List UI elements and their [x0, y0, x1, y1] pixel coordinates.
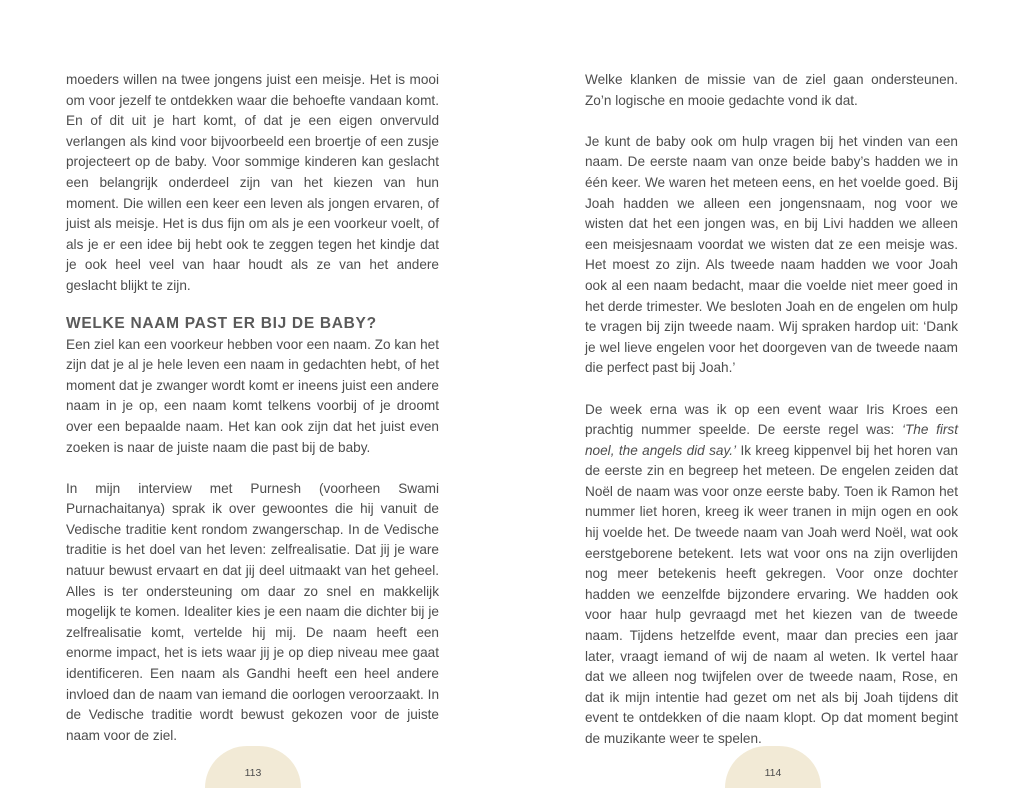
left-paragraph-3: In mijn interview met Purnesh (voorheen Swami Purnachaitanya) sprak ik over gewoontes die hij vanuit de Vedische traditie kent rondom zwangerschap. In de Vedische traditie is het doel van het leven: zelfrealisatie. Dat jij je ware natuur bewust ervaart en dat jij deel uitmaakt van het geheel. Alles is ter ondersteuning om daar zo snel en makkelijk mogelijk te komen. Idealiter kies je een naam die dichter bij je zelfrealisatie komt, vertelde hij mij. De naam heeft een enorme impact, het is iets waar jij je op diep niveau mee gaat identificeren. Een naam als Gandhi heeft een heel andere invloed dan de naam van iemand die oorlogen veroorzaakt. In de Vedische traditie wordt bewust gekozen voor de juiste naam voor de ziel. — [66, 480, 439, 743]
right-paragraph-3 — [585, 400, 958, 750]
right-paragraph-2: Je kunt de baby ook om hulp vragen bij het vinden van een naam. De eerste naam van onze beide baby’s hadden we in één keer. We waren het meteen eens, en het voelde goed. Bij Joah hadden we alleen een jongensnaam, nog voor we wisten dat het een jongen was, en bij Livi hadden we alleen een meisjesnaam voordat we wisten dat ze een meisje was. Het moest zo zijn. Als tweede naam hadden we voor Joah ook al een naam bedacht, maar die voelde niet meer goed in het derde trimester. We besloten Joah en de engelen om hulp te vragen bij zijn tweede naam. Wij spraken hardop uit: ‘Dank je wel lieve engelen voor het doorgeven van de tweede naam die perfect past bij Joah.’ — [585, 133, 958, 376]
page-number-right: 114 — [764, 767, 782, 779]
right-paragraph-3-intro: De week erna was ik op een event waar Iris Kroes een prachtig nummer speelde. De eerste regel was: — [585, 401, 958, 438]
paragraph-gap — [585, 379, 958, 400]
section-heading: WELKE NAAM PAST ER BIJ DE BABY? — [66, 314, 377, 332]
page-number-tab-113 — [205, 746, 301, 788]
right-paragraph-1: Welke klanken de missie van de ziel gaan ondersteunen. Zo’n logische en mooie gedachte vond ik dat. — [585, 72, 958, 108]
right-text-column — [585, 70, 958, 750]
left-paragraph-1: moeders willen na twee jongens juist een meisje. Het is mooi om voor jezelf te ontdekken waar die behoefte vandaan komt. En of dit uit je hart komt, of dat je een eigen onvervuld verlangen als kind voor bijvoorbeeld een broertje of een zusje projecteert op de baby. Voor sommige kinderen kan geslacht een belangrijk onderdeel zijn van het kiezen van hun moment. Die willen een keer een leven als jongen ervaren, of juist als meisje. Het is dus fijn om als je een voorkeur voelt, of als je er een idee bij hebt ook te zeggen tegen het kindje dat je ook heel veel van haar houdt als ze van het andere geslacht blijkt te zijn. — [66, 72, 439, 293]
left-text-column — [66, 70, 439, 746]
paragraph-gap — [585, 111, 958, 132]
paragraph-gap — [66, 458, 439, 479]
right-paragraph-3-rest: Ik kreeg kippenvel bij het horen van de eerste zin en begreep het meteen. De engelen zeiden dat Noël de naam was voor onze eerste baby. Toen ik Ramon het nummer liet horen, kreeg ik weer tranen in mijn ogen en ook hij voelde het. De tweede naam van Joah werd Noël, wat ook eerstgeborene betekent. Iets wat voor ons na zijn overlijden nog meer betekenis heeft gekregen. Voor onze dochter hadden we eenzelfde bijzondere ervaring. We hadden ook voor haar hulp gevraagd met het kiezen van de tweede naam. Tijdens hetzelfde event, maar dan precies een jaar later, vraagt iemand of wij de naam al weten. Ik vertel haar dat we alleen nog twijfelen over de tweede naam, Rose, en dat ik mijn intentie had gezet om net als bij Joah tijdens dit event te ontdekken of die naam klopt. Op dat moment begint de muzikante weer te spelen. — [585, 442, 958, 746]
page-number-left: 113 — [244, 767, 262, 779]
left-paragraph-2: Een ziel kan een voorkeur hebben voor een naam. Zo kan het zijn dat je al je hele leven een naam in gedachten hebt, of het moment dat je zwanger wordt komt er ineens juist een andere naam in je op, een naam komt telkens voorbij of je droomt over een bepaalde naam. Het kan ook zijn dat het juist even zoeken is naar de juiste naam die past bij de baby. — [66, 336, 439, 455]
right-page — [512, 0, 1024, 788]
page-number-tab-114 — [725, 746, 821, 788]
song-quote: ‘The first noel, the angels did say.’ — [585, 422, 958, 458]
